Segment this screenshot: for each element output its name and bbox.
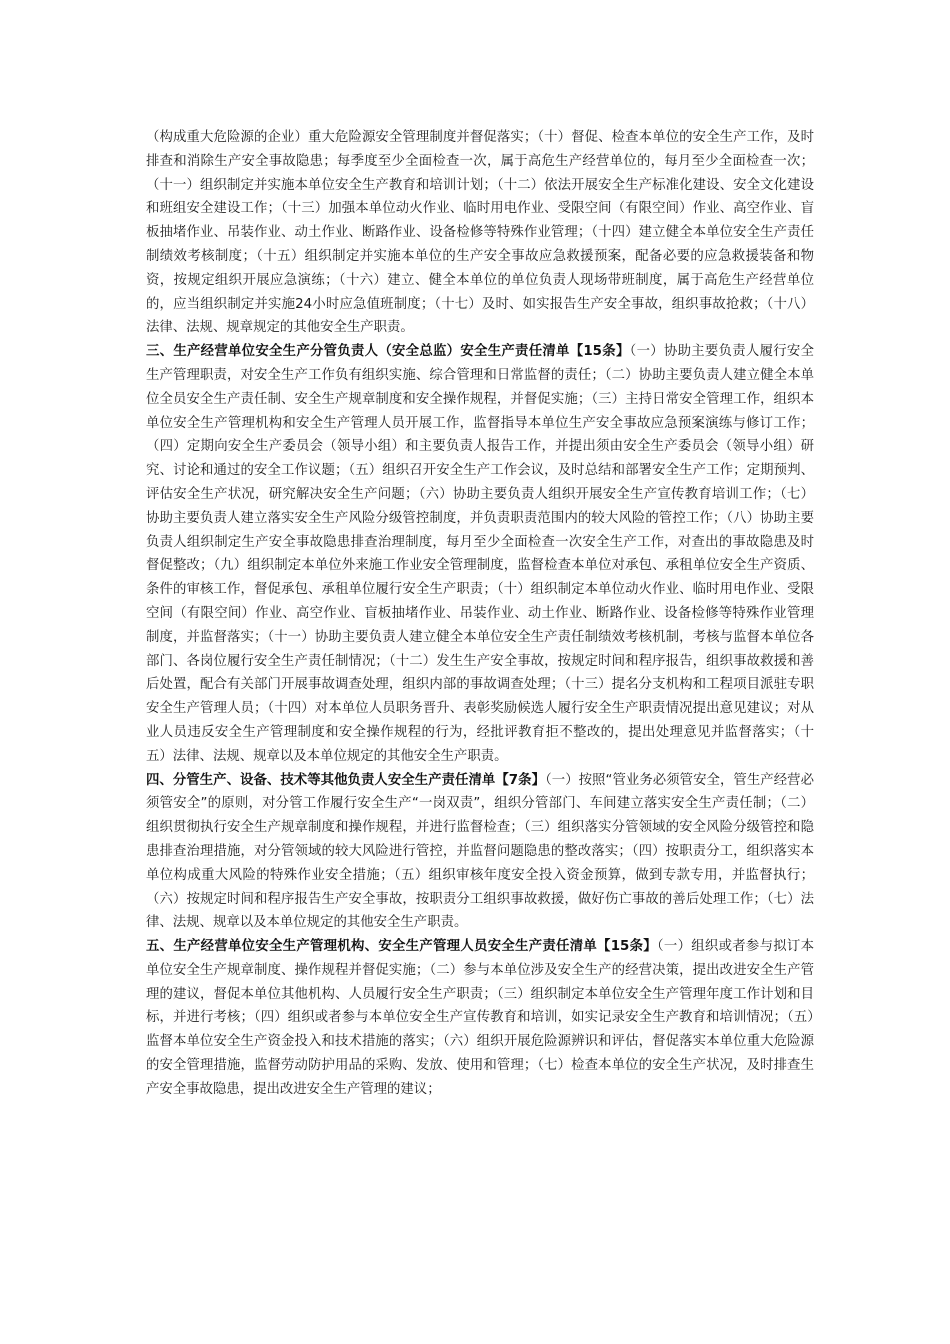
section-3-heading: 三、生产经营单位安全生产分管负责人（安全总监）安全生产责任清单【15条】 <box>146 344 630 360</box>
section-5-heading: 五、生产经营单位安全生产管理机构、安全生产管理人员安全生产责任清单【15条】 <box>146 939 657 955</box>
section-5-paragraph <box>146 935 814 1102</box>
section-4-heading: 四、分管生产、设备、技术等其他负责人安全生产责任清单【7条】 <box>146 772 546 788</box>
section-3-text: （一）协助主要负责人履行安全生产管理职责，对安全生产工作负有组织实施、综合管理和日常监督的责任；（二）协助主要负责人建立健全本单位全员安全生产责任制、安全生产规章制度和安全操作规程，并督促实施；（三）主持日常安全管理工作，组织本单位安全生产管理机构和安全生产管理人员开展工作，监督指导本单位生产安全事故应急预案演练与修订工作；（四）定期向安全生产委员会（领导小组）和主要负责人报告工作，并提出须由安全生产委员会（领导小组）研究、讨论和通过的安全工作议题；（五）组织召开安全生产工作会议，及时总结和部署安全生产工作；定期预判、评估安全生产状况，研究解决安全生产问题；（六）协助主要负责人组织开展安全生产宣传教育培训工作；（七）协助主要负责人建立落实安全生产风险分级管控制度，并负责职责范围内的较大风险的管控工作；（八）协助主要负责人组织制定生产安全事故隐患排查治理制度，每月至少全面检查一次安全生产工作，对查出的事故隐患及时督促整改；（九）组织制定本单位外来施工作业安全管理制度，监督检查本单位对承包、承租单位安全生产资质、条件的审核工作，督促承包、承租单位履行安全生产职责；（十）组织制定本单位动火作业、临时用电作业、受限空间（有限空间）作业、高空作业、盲板抽堵作业、吊装作业、动土作业、断路作业、设备检修等特殊作业管理制度，并监督落实；（十一）协助主要负责人建立健全本单位安全生产责任制绩效考核机制，考核与监督本单位各部门、各岗位履行安全生产责任制情况；（十二）发生生产安全事故，按规定时间和程序报告，组织事故救援和善后处置，配合有关部门开展事故调查处理，组织内部的事故调查处理；（十三）提名分支机构和工程项目派驻专职安全生产管理人员；（十四）对本单位人员职务晋升、表彰奖励候选人履行安全生产职责情况提出意见建议；对从业人员违反安全生产管理制度和安全操作规程的行为，经批评教育拒不整改的，提出处理意见并监督落实；（十五）法律、法规、规章以及本单位规定的其他安全生产职责。 <box>146 344 814 764</box>
section-3-paragraph <box>146 340 814 768</box>
section-2-text: （构成重大危险源的企业）重大危险源安全管理制度并督促落实；（十）督促、检查本单位的安全生产工作，及时排查和消除生产安全事故隐患；每季度至少全面检查一次，属于高危生产经营单位的，每月至少全面检查一次；（十一）组织制定并实施本单位安全生产教育和培训计划；（十二）依法开展安全生产标准化建设、安全文化建设和班组安全建设工作；（十三）加强本单位动火作业、临时用电作业、受限空间（有限空间）作业、高空作业、盲板抽堵作业、吊装作业、动土作业、断路作业、设备检修等特殊作业管理；（十四）建立健全本单位安全生产责任制绩效考核制度；（十五）组织制定并实施本单位的生产安全事故应急救援预案，配备必要的应急救援装备和物资，按规定组织开展应急演练；（十六）建立、健全本单位的单位负责人现场带班制度，属于高危生产经营单位的，应当组织制定并实施24小时应急值班制度；（十七）及时、如实报告生产安全事故，组织事故抢救；（十八）法律、法规、规章规定的其他安全生产职责。 <box>146 130 814 336</box>
section-2-continuation <box>146 126 814 340</box>
section-5-text: （一）组织或者参与拟订本单位安全生产规章制度、操作规程并督促实施；（二）参与本单位涉及安全生产的经营决策，提出改进安全生产管理的建议，督促本单位其他机构、人员履行安全生产职责；（三）组织制定本单位安全生产管理年度工作计划和目标，并进行考核；（四）组织或者参与本单位安全生产宣传教育和培训，如实记录安全生产教育和培训情况；（五）监督本单位安全生产资金投入和技术措施的落实；（六）组织开展危险源辨识和评估，督促落实本单位重大危险源的安全管理措施，监督劳动防护用品的采购、发放、使用和管理；（七）检查本单位的安全生产状况，及时排查生产安全事故隐患，提出改进安全生产管理的建议； <box>146 939 814 1097</box>
section-4-text: （一）按照“管业务必须管安全，管生产经营必须管安全”的原则，对分管工作履行安全生产“一岗双责”，组织分管部门、车间建立落实安全生产责任制；（二）组织贯彻执行安全生产规章制度和操作规程，并进行监督检查；（三）组织落实分管领域的安全风险分级管控和隐患排查治理措施，对分管领域的较大风险进行管控，并监督问题隐患的整改落实；（四）按职责分工，组织落实本单位构成重大风险的特殊作业安全措施；（五）组织审核年度安全投入资金预算，做到专款专用，并监督执行；（六）按规定时间和程序报告生产安全事故，按职责分工组织事故救援，做好伤亡事故的善后处理工作；（七）法律、法规、规章以及本单位规定的其他安全生产职责。 <box>146 772 814 931</box>
document-body <box>146 126 814 1102</box>
section-4-paragraph <box>146 769 814 936</box>
